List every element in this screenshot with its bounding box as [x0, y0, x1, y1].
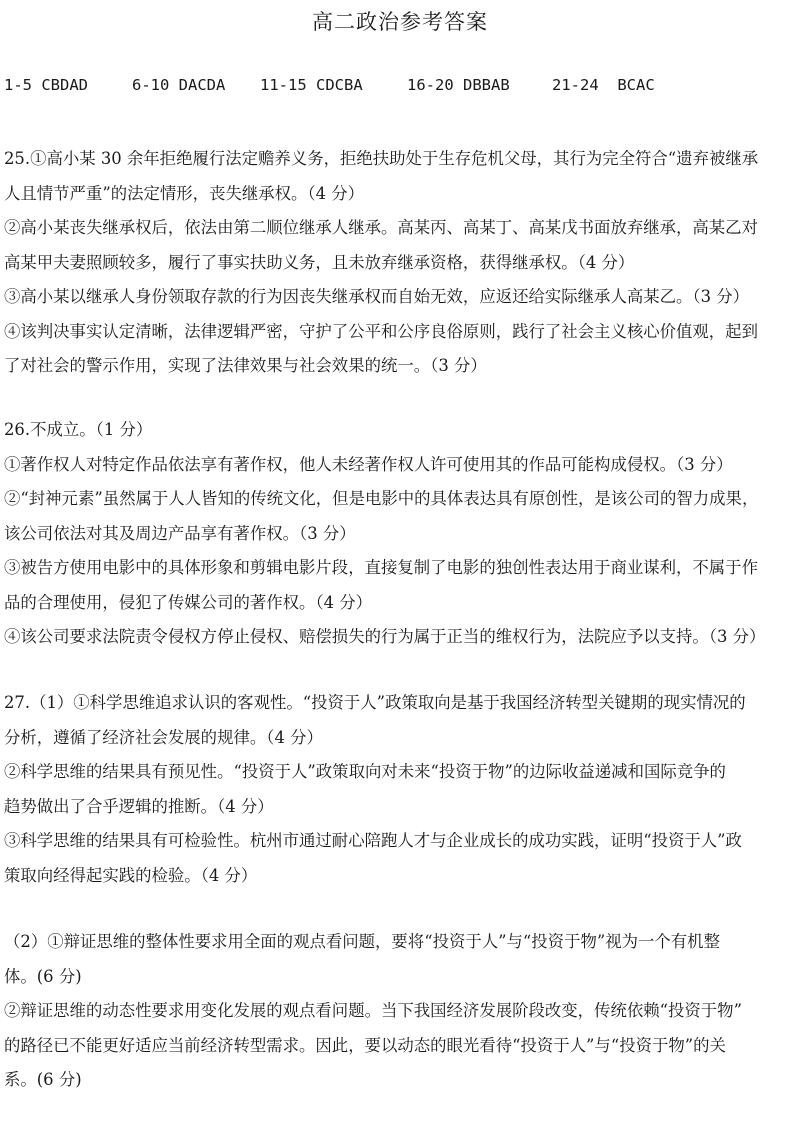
answer-line: （2）①辩证思维的整体性要求用全面的观点看问题，要将“投资于人”与“投资于物”视为一个有机整: [4, 932, 720, 951]
choice-answer-group: 11-15 CDCBA: [260, 76, 363, 94]
answer-line: 了对社会的警示作用，实现了法律效果与社会效果的统一。（3 分）: [4, 356, 487, 375]
answer-line: 体。(6 分): [4, 966, 82, 986]
answer-line: ②辩证思维的动态性要求用变化发展的观点看问题。当下我国经济发展阶段改变，传统依赖“投资于物”: [4, 1001, 742, 1020]
page-title: 高二政治参考答案: [312, 10, 488, 34]
answer-line: 趋势做出了合乎逻辑的推断。（4 分）: [4, 796, 274, 816]
answer-line: ③高小某以继承人身份领取存款的行为因丧失继承权而自始无效，应返还给实际继承人高某乙。（3 分）: [4, 287, 750, 306]
question-27-part-1-answer: [4, 686, 794, 893]
answer-line: 的路径已不能更好适应当前经济转型需求。因此，要以动态的眼光看待“投资于人”与“投资于物”的关: [4, 1035, 726, 1055]
answer-line: ④该公司要求法院责令侵权方停止侵权、赔偿损失的行为属于正当的维权行为，法院应予以支持。（3 分）: [4, 627, 766, 646]
answer-line: ①著作权人对特定作品依法享有著作权，他人未经著作权人许可使用其的作品可能构成侵权。（3 分）: [4, 454, 733, 474]
answer-line: 系。(6 分): [4, 1070, 82, 1089]
answer-line: 分析，遵循了经济社会发展的规律。（4 分）: [4, 727, 323, 747]
answer-line: 品的合理使用，侵犯了传媒公司的著作权。（4 分）: [4, 592, 373, 612]
answer-line: ②高小某丧失继承权后，依法由第二顺位继承人继承。高某丙、高某丁、高某戊书面放弃继承，高某乙对: [4, 218, 758, 237]
answer-line: 该公司依法对其及周边产品享有著作权。（3 分）: [4, 523, 356, 543]
answer-line: 高某甲夫妻照顾较多，履行了事实扶助义务，且未放弃继承资格，获得继承权。（4 分）: [4, 252, 635, 272]
question-27-part-2-answer: [4, 925, 794, 1098]
question-25-answer: [4, 142, 794, 384]
choice-answer-group: 21-24 BCAC: [552, 76, 655, 94]
answer-line: 策取向经得起实践的检验。（4 分）: [4, 865, 258, 885]
answer-line: ②“封神元素”虽然属于人人皆知的传统文化，但是电影中的具体表达具有原创性，是该公司的智力成果，: [4, 489, 759, 508]
answer-line: ③被告方使用电影中的具体形象和剪辑电影片段，直接复制了电影的独创性表达用于商业谋利，不属于作: [4, 558, 758, 577]
choice-answer-group: 1-5 CBDAD: [4, 76, 88, 94]
answer-line: 26.不成立。（1 分）: [4, 420, 153, 439]
answer-line: ②科学思维的结果具有预见性。“投资于人”政策取向对未来“投资于物”的边际收益递减和国际竞争的: [4, 762, 726, 781]
choice-answer-group: 6-10 DACDA: [132, 76, 226, 94]
question-26-answer: [4, 413, 794, 655]
choice-answer-group: 16-20 DBBAB: [407, 76, 510, 94]
answer-line: 25.①高小某 30 余年拒绝履行法定赡养义务，拒绝扶助处于生存危机父母，其行为完全符合“遗弃被继承: [4, 149, 759, 168]
answer-line: 27.（1）①科学思维追求认识的客观性。“投资于人”政策取向是基于我国经济转型关键期的现实情况的: [4, 693, 746, 712]
answer-line: ④该判决事实认定清晰，法律逻辑严密，守护了公平和公序良俗原则，践行了社会主义核心价值观，起到: [4, 321, 758, 341]
answer-line: ③科学思维的结果具有可检验性。杭州市通过耐心陪跑人才与企业成长的成功实践，证明“投资于人”政: [4, 831, 742, 850]
answer-line: 人且情节严重”的法定情形，丧失继承权。（4 分）: [4, 183, 365, 203]
